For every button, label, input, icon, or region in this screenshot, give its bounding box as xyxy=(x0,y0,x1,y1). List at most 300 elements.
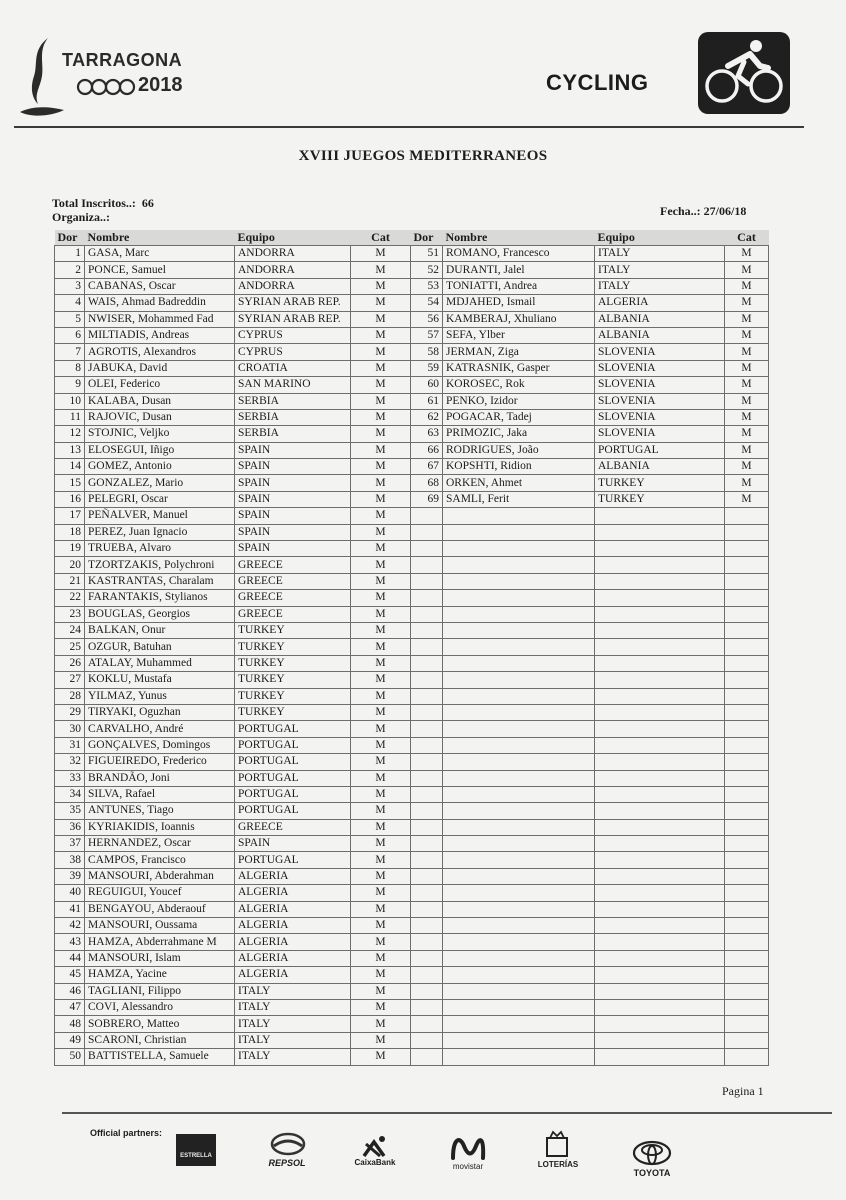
cell-dor: 60 xyxy=(411,377,443,393)
cell-equipo: ANDORRA xyxy=(235,246,351,262)
cell-dor: 69 xyxy=(411,491,443,507)
cell-equipo xyxy=(595,786,725,802)
cell-dor: 16 xyxy=(55,491,85,507)
cell-equipo: PORTUGAL xyxy=(235,754,351,770)
cell-nombre xyxy=(443,836,595,852)
cell-equipo xyxy=(595,770,725,786)
cell-cat: M xyxy=(351,262,411,278)
cell-equipo: SLOVENIA xyxy=(595,409,725,425)
table-row xyxy=(411,950,769,966)
cell-equipo: SYRIAN ARAB REP. xyxy=(235,295,351,311)
cell-dor: 12 xyxy=(55,426,85,442)
cell-nombre xyxy=(443,1032,595,1048)
total-inscritos xyxy=(52,196,154,211)
cell-equipo: PORTUGAL xyxy=(235,803,351,819)
cell-cat: M xyxy=(725,377,769,393)
cell-dor: 8 xyxy=(55,360,85,376)
cell-equipo: ALGERIA xyxy=(235,901,351,917)
cell-dor xyxy=(411,950,443,966)
cell-nombre: REGUIGUI, Youcef xyxy=(85,885,235,901)
loterias-crown-icon xyxy=(542,1130,572,1158)
cell-dor xyxy=(411,852,443,868)
cell-nombre xyxy=(443,573,595,589)
table-row xyxy=(55,622,411,638)
col-equipo: Equipo xyxy=(235,230,351,246)
cell-equipo xyxy=(595,688,725,704)
cell-dor: 43 xyxy=(55,934,85,950)
cell-nombre xyxy=(443,967,595,983)
partner-estrella-logo: ESTRELLA xyxy=(176,1134,216,1166)
cell-equipo: SPAIN xyxy=(235,475,351,491)
cell-nombre xyxy=(443,770,595,786)
cell-nombre xyxy=(443,803,595,819)
cell-nombre: CABANAS, Oscar xyxy=(85,278,235,294)
cell-cat: M xyxy=(351,786,411,802)
page-number: Pagina 1 xyxy=(722,1084,764,1098)
cell-cat: M xyxy=(351,590,411,606)
cell-equipo xyxy=(595,885,725,901)
cell-cat xyxy=(725,1016,769,1032)
cell-equipo xyxy=(595,819,725,835)
cell-dor xyxy=(411,786,443,802)
cell-cat xyxy=(725,852,769,868)
cell-nombre xyxy=(443,786,595,802)
table-row xyxy=(55,344,411,360)
cell-nombre: SOBRERO, Matteo xyxy=(85,1016,235,1032)
cell-equipo: SLOVENIA xyxy=(595,393,725,409)
cell-nombre: KAMBERAJ, Xhuliano xyxy=(443,311,595,327)
cell-equipo: ALGERIA xyxy=(235,885,351,901)
table-row xyxy=(55,639,411,655)
cell-cat xyxy=(725,868,769,884)
table-row xyxy=(411,836,769,852)
cell-equipo: TURKEY xyxy=(235,639,351,655)
cell-nombre: HAMZA, Abderrahmane M xyxy=(85,934,235,950)
cell-nombre xyxy=(443,622,595,638)
cyclist-icon xyxy=(698,32,790,114)
startlist-table-right xyxy=(410,230,769,1066)
cell-nombre: CAMPOS, Francisco xyxy=(85,852,235,868)
cell-equipo: SLOVENIA xyxy=(595,377,725,393)
cell-dor xyxy=(411,770,443,786)
table-row xyxy=(55,508,411,524)
cell-equipo xyxy=(595,590,725,606)
cell-nombre xyxy=(443,541,595,557)
cell-equipo: CYPRUS xyxy=(235,327,351,343)
cell-dor xyxy=(411,803,443,819)
cell-nombre: PRIMOZIC, Jaka xyxy=(443,426,595,442)
cell-cat: M xyxy=(351,868,411,884)
table-row xyxy=(411,590,769,606)
cell-cat: M xyxy=(351,426,411,442)
table-row xyxy=(411,786,769,802)
fecha-label: Fecha..: xyxy=(660,204,701,218)
cell-dor: 1 xyxy=(55,246,85,262)
fecha-value: 27/06/18 xyxy=(703,204,747,218)
cell-dor xyxy=(411,655,443,671)
cell-nombre: ROMANO, Francesco xyxy=(443,246,595,262)
cell-equipo: SAN MARINO xyxy=(235,377,351,393)
cell-nombre: GONÇALVES, Domingos xyxy=(85,737,235,753)
table-row xyxy=(55,688,411,704)
cell-cat: M xyxy=(351,688,411,704)
cell-equipo: ITALY xyxy=(235,1049,351,1065)
cell-nombre: KOKLU, Mustafa xyxy=(85,672,235,688)
cell-nombre: RAJOVIC, Dusan xyxy=(85,409,235,425)
cell-nombre: CARVALHO, André xyxy=(85,721,235,737)
cell-dor: 14 xyxy=(55,459,85,475)
table-row xyxy=(411,803,769,819)
cell-equipo: PORTUGAL xyxy=(235,770,351,786)
cell-nombre: ORKEN, Ahmet xyxy=(443,475,595,491)
table-row xyxy=(411,622,769,638)
cell-nombre: WAIS, Ahmad Badreddin xyxy=(85,295,235,311)
cell-cat xyxy=(725,606,769,622)
cell-nombre: BRANDÃO, Joni xyxy=(85,770,235,786)
table-row xyxy=(411,1016,769,1032)
cell-dor: 51 xyxy=(411,246,443,262)
cell-nombre: YILMAZ, Yunus xyxy=(85,688,235,704)
cell-nombre: BENGAYOU, Abderaouf xyxy=(85,901,235,917)
table-row xyxy=(55,836,411,852)
cell-dor: 13 xyxy=(55,442,85,458)
cell-nombre: COVI, Alessandro xyxy=(85,999,235,1015)
cell-cat xyxy=(725,754,769,770)
cell-cat: M xyxy=(351,606,411,622)
cell-dor xyxy=(411,622,443,638)
cell-equipo: SPAIN xyxy=(235,541,351,557)
cell-dor: 52 xyxy=(411,262,443,278)
cell-nombre: KYRIAKIDIS, Ioannis xyxy=(85,819,235,835)
cell-nombre xyxy=(443,721,595,737)
cell-dor xyxy=(411,639,443,655)
footer-divider xyxy=(62,1112,832,1114)
cell-nombre: GONZALEZ, Mario xyxy=(85,475,235,491)
table-row xyxy=(411,246,769,262)
cell-nombre: STOJNIC, Veljko xyxy=(85,426,235,442)
cell-nombre: HERNANDEZ, Oscar xyxy=(85,836,235,852)
cell-dor: 19 xyxy=(55,541,85,557)
cell-equipo: PORTUGAL xyxy=(235,786,351,802)
table-row xyxy=(411,721,769,737)
cell-cat xyxy=(725,655,769,671)
cell-equipo: SPAIN xyxy=(235,836,351,852)
cell-nombre xyxy=(443,950,595,966)
cell-cat: M xyxy=(725,278,769,294)
cell-nombre: SILVA, Rafael xyxy=(85,786,235,802)
cell-dor xyxy=(411,819,443,835)
cell-cat: M xyxy=(725,491,769,507)
table-row xyxy=(55,704,411,720)
table-row xyxy=(55,737,411,753)
cell-cat xyxy=(725,819,769,835)
cell-nombre: FIGUEIREDO, Frederico xyxy=(85,754,235,770)
cell-dor: 17 xyxy=(55,508,85,524)
cell-nombre: KOPSHTI, Ridion xyxy=(443,459,595,475)
col-dor: Dor xyxy=(55,230,85,246)
cell-equipo xyxy=(595,672,725,688)
cell-equipo: SERBIA xyxy=(235,426,351,442)
cell-equipo xyxy=(595,1016,725,1032)
table-row xyxy=(55,721,411,737)
cell-dor: 56 xyxy=(411,311,443,327)
cell-dor: 34 xyxy=(55,786,85,802)
cell-dor xyxy=(411,1016,443,1032)
cell-cat: M xyxy=(351,721,411,737)
cell-dor xyxy=(411,1049,443,1065)
cell-equipo: ITALY xyxy=(235,1032,351,1048)
table-row xyxy=(55,1016,411,1032)
table-row xyxy=(55,950,411,966)
cell-nombre xyxy=(443,704,595,720)
table-row xyxy=(411,639,769,655)
cell-cat xyxy=(725,704,769,720)
cell-nombre: PENKO, Izidor xyxy=(443,393,595,409)
cell-nombre: ELOSEGUI, Iñigo xyxy=(85,442,235,458)
cell-dor: 50 xyxy=(55,1049,85,1065)
table-row xyxy=(411,1032,769,1048)
cell-equipo xyxy=(595,557,725,573)
cell-dor: 48 xyxy=(55,1016,85,1032)
cell-dor: 23 xyxy=(55,606,85,622)
cell-cat xyxy=(725,573,769,589)
table-header-row xyxy=(411,230,769,246)
cell-equipo xyxy=(595,999,725,1015)
cell-equipo xyxy=(595,918,725,934)
cell-equipo xyxy=(595,1049,725,1065)
cell-equipo: ANDORRA xyxy=(235,278,351,294)
table-row xyxy=(55,885,411,901)
cell-dor: 3 xyxy=(55,278,85,294)
cell-nombre xyxy=(443,819,595,835)
table-row xyxy=(55,672,411,688)
cell-equipo: TURKEY xyxy=(235,704,351,720)
cell-cat: M xyxy=(351,459,411,475)
table-row xyxy=(55,246,411,262)
cell-cat xyxy=(725,983,769,999)
cell-cat: M xyxy=(351,901,411,917)
cell-nombre xyxy=(443,606,595,622)
cell-nombre: FARANTAKIS, Stylianos xyxy=(85,590,235,606)
cell-cat: M xyxy=(725,246,769,262)
cell-cat xyxy=(725,622,769,638)
cell-dor: 5 xyxy=(55,311,85,327)
cell-dor: 6 xyxy=(55,327,85,343)
cell-cat: M xyxy=(351,573,411,589)
table-row xyxy=(411,311,769,327)
cell-cat: M xyxy=(351,491,411,507)
table-row xyxy=(411,524,769,540)
cell-nombre: PEREZ, Juan Ignacio xyxy=(85,524,235,540)
cell-equipo: ALGERIA xyxy=(235,934,351,950)
col-cat: Cat xyxy=(725,230,769,246)
cell-cat: M xyxy=(351,950,411,966)
cell-dor: 46 xyxy=(55,983,85,999)
table-row xyxy=(55,852,411,868)
cell-equipo: ALGERIA xyxy=(235,918,351,934)
cell-cat xyxy=(725,836,769,852)
cell-equipo: ITALY xyxy=(235,983,351,999)
cell-equipo: SLOVENIA xyxy=(595,360,725,376)
table-row xyxy=(411,770,769,786)
cell-dor xyxy=(411,754,443,770)
cell-cat: M xyxy=(351,246,411,262)
table-row xyxy=(411,377,769,393)
table-row xyxy=(411,360,769,376)
partners-label: Official partners: xyxy=(90,1128,163,1138)
table-row xyxy=(55,901,411,917)
toyota-emblem-icon xyxy=(632,1140,672,1166)
cell-equipo xyxy=(595,934,725,950)
table-row xyxy=(55,786,411,802)
cell-dor xyxy=(411,737,443,753)
cell-equipo: ANDORRA xyxy=(235,262,351,278)
cell-cat: M xyxy=(725,459,769,475)
cell-nombre xyxy=(443,1049,595,1065)
table-row xyxy=(55,934,411,950)
document-title: XVIII JUEGOS MEDITERRANEOS xyxy=(298,148,548,164)
table-row xyxy=(55,393,411,409)
cell-dor xyxy=(411,868,443,884)
partner-caixabank-logo: CaixaBank xyxy=(354,1158,396,1167)
table-row xyxy=(411,737,769,753)
cell-nombre: BATTISTELLA, Samuele xyxy=(85,1049,235,1065)
table-row xyxy=(411,393,769,409)
cell-cat: M xyxy=(725,360,769,376)
cell-nombre: PELEGRI, Oscar xyxy=(85,491,235,507)
cell-equipo: SPAIN xyxy=(235,491,351,507)
cell-cat: M xyxy=(351,918,411,934)
cell-nombre: SAMLI, Ferit xyxy=(443,491,595,507)
cell-cat: M xyxy=(351,754,411,770)
cell-nombre: SEFA, Ylber xyxy=(443,327,595,343)
table-row xyxy=(55,868,411,884)
cell-dor: 24 xyxy=(55,622,85,638)
cell-dor: 41 xyxy=(55,901,85,917)
table-row xyxy=(55,377,411,393)
col-nombre: Nombre xyxy=(443,230,595,246)
table-row xyxy=(55,475,411,491)
cell-cat: M xyxy=(725,393,769,409)
cell-cat xyxy=(725,803,769,819)
cell-cat: M xyxy=(725,327,769,343)
cell-dor: 15 xyxy=(55,475,85,491)
cell-cat: M xyxy=(351,1049,411,1065)
cell-equipo: PORTUGAL xyxy=(595,442,725,458)
cell-dor xyxy=(411,885,443,901)
cell-dor xyxy=(411,704,443,720)
cell-nombre xyxy=(443,524,595,540)
table-row xyxy=(55,459,411,475)
cell-cat xyxy=(725,967,769,983)
cell-equipo: GREECE xyxy=(235,606,351,622)
cell-equipo xyxy=(595,541,725,557)
table-row xyxy=(411,934,769,950)
cell-equipo: GREECE xyxy=(235,819,351,835)
cell-equipo xyxy=(595,836,725,852)
sport-name: CYCLING xyxy=(546,70,649,95)
cell-dor: 10 xyxy=(55,393,85,409)
table-row xyxy=(55,999,411,1015)
table-row xyxy=(411,557,769,573)
table-row xyxy=(55,426,411,442)
cell-equipo xyxy=(595,754,725,770)
table-row xyxy=(411,983,769,999)
cell-equipo xyxy=(595,573,725,589)
cell-equipo xyxy=(595,622,725,638)
cell-equipo: CROATIA xyxy=(235,360,351,376)
cell-nombre: KASTRANTAS, Charalam xyxy=(85,573,235,589)
cell-equipo: ITALY xyxy=(595,262,725,278)
cell-equipo: CYPRUS xyxy=(235,344,351,360)
cell-equipo xyxy=(595,508,725,524)
cell-dor: 62 xyxy=(411,409,443,425)
cell-cat: M xyxy=(351,1016,411,1032)
cell-nombre: KALABA, Dusan xyxy=(85,393,235,409)
cell-equipo: SLOVENIA xyxy=(595,426,725,442)
cell-cat: M xyxy=(351,344,411,360)
cell-dor: 45 xyxy=(55,967,85,983)
cell-cat: M xyxy=(351,442,411,458)
cell-cat: M xyxy=(351,655,411,671)
cell-equipo xyxy=(595,721,725,737)
cell-cat xyxy=(725,737,769,753)
cell-equipo: ALGERIA xyxy=(235,868,351,884)
table-row xyxy=(55,491,411,507)
cell-cat: M xyxy=(351,557,411,573)
cell-dor: 49 xyxy=(55,1032,85,1048)
cell-cat: M xyxy=(351,803,411,819)
cell-equipo: ALBANIA xyxy=(595,327,725,343)
cell-cat: M xyxy=(351,508,411,524)
table-row xyxy=(55,442,411,458)
table-row xyxy=(411,491,769,507)
cell-nombre xyxy=(443,508,595,524)
total-value: 66 xyxy=(141,196,154,210)
cell-dor xyxy=(411,557,443,573)
cell-equipo xyxy=(595,639,725,655)
cell-dor xyxy=(411,901,443,917)
cell-cat xyxy=(725,541,769,557)
cell-equipo: GREECE xyxy=(235,590,351,606)
cell-equipo: ALGERIA xyxy=(235,950,351,966)
cell-equipo: SPAIN xyxy=(235,508,351,524)
cell-dor xyxy=(411,508,443,524)
brand-year: 2018 xyxy=(138,74,183,96)
table-row xyxy=(411,901,769,917)
cell-nombre: MANSOURI, Islam xyxy=(85,950,235,966)
cell-nombre xyxy=(443,852,595,868)
cell-cat: M xyxy=(351,311,411,327)
cell-cat xyxy=(725,901,769,917)
cell-nombre xyxy=(443,934,595,950)
cell-nombre xyxy=(443,1016,595,1032)
cell-dor: 7 xyxy=(55,344,85,360)
table-row xyxy=(411,868,769,884)
cell-cat xyxy=(725,950,769,966)
cell-dor: 36 xyxy=(55,819,85,835)
cell-dor: 33 xyxy=(55,770,85,786)
cell-cat: M xyxy=(725,442,769,458)
cell-nombre xyxy=(443,655,595,671)
table-row xyxy=(55,360,411,376)
brand-name: TARRAGONA xyxy=(62,50,183,70)
cell-dor: 18 xyxy=(55,524,85,540)
cell-cat: M xyxy=(351,999,411,1015)
cell-dor: 61 xyxy=(411,393,443,409)
cell-cat: M xyxy=(725,262,769,278)
cell-nombre xyxy=(443,557,595,573)
